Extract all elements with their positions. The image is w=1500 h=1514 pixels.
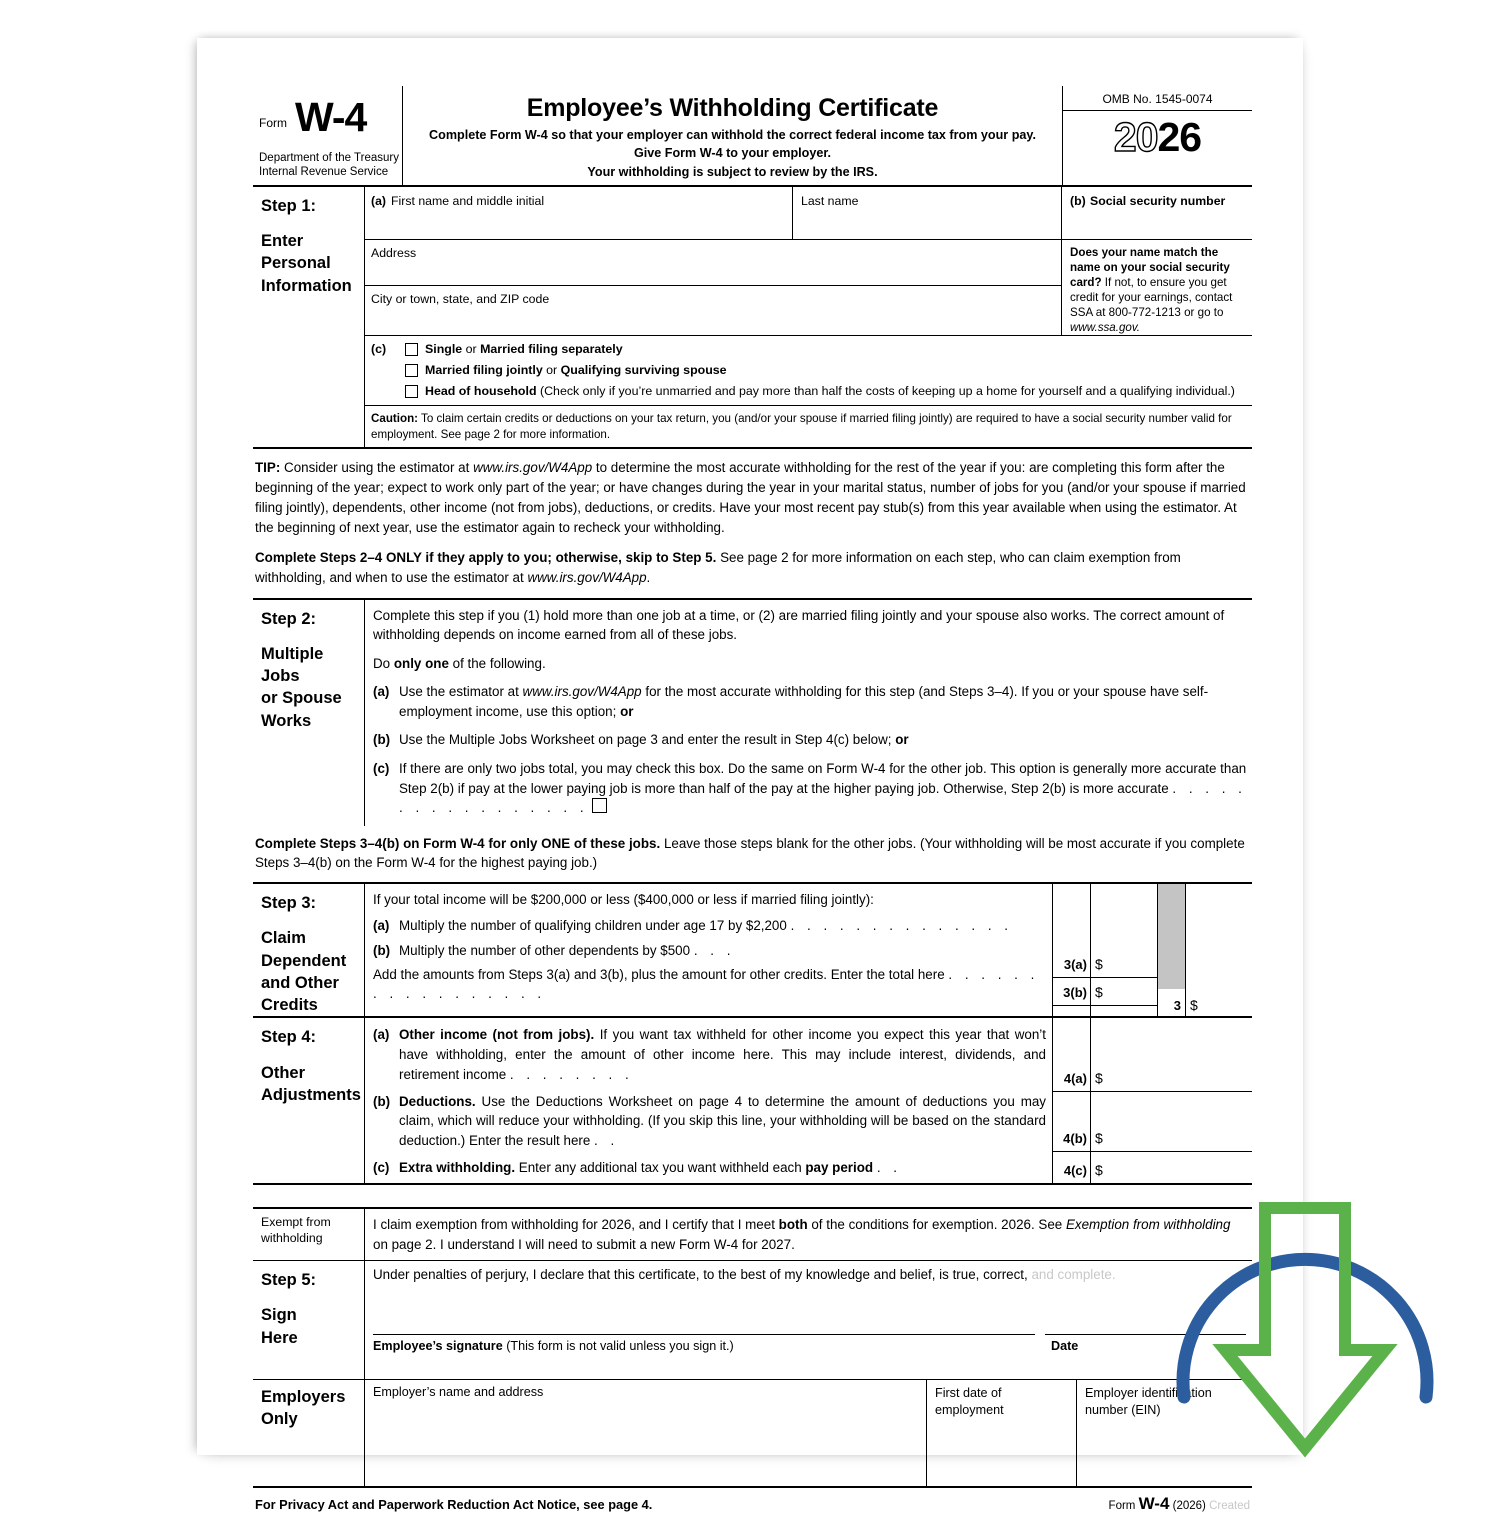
step-5-sub-2: Here: [261, 1328, 298, 1347]
checkbox-married-jointly[interactable]: [405, 364, 418, 377]
header-subtitle-2: Give Form W-4 to your employer.: [633, 146, 832, 161]
caution-bold: Caution:: [371, 412, 419, 426]
caution-note: [365, 405, 1252, 447]
department-label: Department of the Treasury: [259, 151, 399, 164]
step-2-intro: Complete this step if you (1) hold more than one job at a time, or (2) are married filing jointly and your spouse also works. The correct amount of withholding depends on income earned from all of these jobs.: [373, 607, 1225, 643]
step-3-sub-4: Credits: [261, 996, 318, 1015]
tag-4b: 4(b): [1063, 1131, 1087, 1147]
step-3b-tag: (b): [373, 942, 391, 958]
step-1-label: [253, 187, 365, 448]
header-left: [253, 86, 403, 185]
tag-4a: 4(a): [1063, 1071, 1087, 1087]
step-4b-bold: Deductions.: [399, 1093, 476, 1109]
dollar-3b: $: [1095, 984, 1103, 1001]
step-4-title: Step 4:: [261, 1028, 317, 1047]
tag-4c: 4(c): [1063, 1163, 1087, 1179]
step-1-sub-2: Personal: [261, 254, 331, 273]
dollar-4c: $: [1095, 1162, 1103, 1179]
step-3-add-dots: . . . . . . . . . . . . . . . . .: [373, 966, 1039, 1002]
step-3-total-line: [373, 965, 1046, 1004]
date-label: Date: [1051, 1339, 1079, 1354]
signature-label-bold: Employee’s signature: [373, 1339, 503, 1354]
step-3-label: [253, 884, 365, 1016]
employer-name-label: Employer’s name and address: [373, 1385, 544, 1400]
tax-year-suffix: 26: [1157, 114, 1202, 160]
step-2b-tag: (b): [373, 732, 391, 748]
caution-text: To claim certain credits or deductions on your tax return, you (and/or your spouse if married filing jointly) are required to have a social security number valid for employment. See page 2 for more information.: [371, 412, 1232, 441]
option-sep-2: or: [542, 363, 561, 378]
step-4-line-b: [373, 1092, 1046, 1151]
step-3-line-b: [373, 941, 1046, 960]
footer-form-word: Form: [1108, 1500, 1136, 1513]
employee-signature-field[interactable]: [373, 1334, 1035, 1353]
step-3b-dots: . . .: [693, 942, 735, 958]
field-b-prefix: (b): [1070, 193, 1086, 208]
header-right: [1062, 86, 1252, 185]
step-4b-text: Use the Deductions Worksheet on page 4 to determine the amount of deductions you may claim, which will reduce your withholding. (If you skip this line, your withholding will be based on the standard deduction.) Enter the result here: [399, 1093, 1046, 1148]
step-3-title: Step 3:: [261, 894, 317, 913]
exempt-both: both: [778, 1217, 808, 1233]
section-gap: [253, 1185, 1252, 1207]
step-3-add-text: Add the amounts from Steps 3(a) and 3(b), plus the amount for other credits. Enter the total here: [373, 966, 945, 982]
penalty-text-faded: and complete.: [1031, 1267, 1116, 1283]
midnote-bold: Complete Steps 3–4(b) on Form W-4 for only ONE of these jobs.: [255, 835, 661, 851]
step-2c-dots: . . . . . . . . . . . . . . . . .: [399, 780, 1247, 816]
ssn-label: Social security number: [1090, 193, 1226, 208]
step-2b-text: Use the Multiple Jobs Worksheet on page 3 and enter the result in Step 4(c) below;: [399, 732, 896, 748]
option-qss: Qualifying surviving spouse: [560, 363, 727, 378]
step-2c-tag: (c): [373, 761, 390, 776]
step-2-option-c: [373, 759, 1248, 818]
step-5-section: [253, 1261, 1252, 1380]
tag-3b: 3(b): [1063, 985, 1087, 1001]
complete-steps-paragraph: [255, 548, 1250, 587]
step-4-value-column[interactable]: [1090, 1018, 1252, 1183]
city-state-zip-field[interactable]: [365, 286, 1061, 334]
tip-block: [253, 449, 1252, 597]
filing-status-row-2: [371, 363, 1252, 377]
step-4a-tag: (a): [373, 1027, 390, 1043]
ssn-note-bold: Does your name match the name on your social security card?: [1070, 245, 1230, 289]
step-3-text-body: [365, 884, 1052, 1016]
exempt-section: [253, 1207, 1252, 1261]
filing-status-group: [365, 335, 1252, 405]
step-3-amount-columns: [1052, 884, 1252, 1016]
do-one-post: of the following.: [448, 655, 546, 671]
step-4a-text: If you want tax withheld for other income you expect this year that won’t have withholding, enter the amount of other income here. This may include interest, dividends, and retirement income: [399, 1027, 1047, 1082]
employers-label-2: Only: [261, 1410, 298, 1429]
exempt-label: [253, 1209, 365, 1260]
tag-3: 3: [1173, 998, 1181, 1014]
step-2-section: [253, 598, 1252, 826]
step-2-do-one: [373, 654, 1248, 674]
step-3-sub-1: Claim: [261, 929, 306, 948]
w4app-link-3[interactable]: www.irs.gov/W4App: [522, 684, 642, 700]
address-label: Address: [371, 245, 417, 260]
step-5-title: Step 5:: [261, 1271, 317, 1290]
ssa-link[interactable]: www.ssa.gov.: [1070, 321, 1141, 335]
step-4-line-c: [373, 1158, 1046, 1178]
step-2-sub-1: Multiple Jobs: [261, 644, 324, 686]
checkbox-two-jobs[interactable]: [592, 798, 607, 813]
option-sep-1: or: [462, 342, 481, 357]
signature-area: [365, 1261, 1252, 1379]
step-3-sub-3: and Other: [261, 973, 339, 992]
step-4-section: [253, 1018, 1252, 1185]
exempt-label-1: Exempt from: [261, 1215, 331, 1230]
dollar-4b: $: [1095, 1130, 1103, 1147]
step-2-option-b: [373, 730, 1248, 750]
penalty-statement: [373, 1267, 1246, 1282]
step-4-sub-1: Other: [261, 1063, 306, 1082]
page-title: Employee’s Withholding Certificate: [526, 94, 939, 122]
tip-paragraph: [255, 458, 1250, 537]
tag-3a: 3(a): [1063, 957, 1087, 973]
step-4-amount-columns: [1052, 1018, 1252, 1183]
step-2-label: [253, 600, 365, 826]
header-subtitle-3: Your withholding is subject to review by the IRS.: [587, 164, 878, 179]
option-single: Single: [425, 342, 463, 357]
step-2-title: Step 2:: [261, 609, 317, 628]
option-mfs: Married filing separately: [480, 342, 623, 357]
step-4a-bold: Other income (not from jobs).: [399, 1027, 595, 1043]
checkbox-single-or-mfs[interactable]: [405, 343, 418, 356]
ein-label-1: Employer identification: [1085, 1386, 1212, 1401]
option-mfj: Married filing jointly: [425, 363, 543, 378]
step-5-label: [253, 1261, 365, 1379]
step-4-label: [253, 1018, 365, 1183]
form-number-label: W-4: [295, 94, 367, 140]
first-name-label: First name and middle initial: [391, 193, 545, 208]
do-one-bold: only one: [393, 655, 449, 671]
step-2-sub-3: Works: [261, 711, 312, 730]
ssn-name-match-note: [1062, 240, 1252, 335]
signature-label-rest: (This form is not valid unless you sign it.): [502, 1339, 734, 1354]
option-hoh-note: (Check only if you’re unmarried and pay more than half the costs of keeping up a home for yourself and a qualifying individual.): [539, 384, 1235, 399]
step-4-line-a: [373, 1025, 1046, 1084]
step-2c-text: If there are only two jobs total, you may check this box. Do the same on Form W-4 for the other job. This option is generally more accurate than Step 2(b) if pay at the lower paying job is more than half of the pay at the higher paying job. Otherwise, Step 2(b) is more accurate: [399, 761, 1247, 796]
step-3a-dots: . . . . . . . . . . . . . .: [790, 918, 1013, 934]
employers-only-section: [253, 1380, 1252, 1488]
employer-name-address-field[interactable]: [365, 1380, 927, 1486]
first-date-label-1: First date of: [935, 1386, 1002, 1401]
agency-label: Internal Revenue Service: [259, 165, 389, 178]
exempt-text-1: I claim exemption from withholding for 2026, and I certify that I meet: [373, 1217, 779, 1233]
step-4c-bold: Extra withholding.: [399, 1159, 516, 1175]
dollar-4a: $: [1095, 1070, 1103, 1087]
first-date-employment-field[interactable]: [927, 1380, 1077, 1486]
step-3-section: [253, 882, 1252, 1018]
step-5-sub-1: Sign: [261, 1306, 297, 1325]
dollar-3a: $: [1095, 956, 1103, 973]
step-4-sub-2: Adjustments: [261, 1085, 361, 1104]
step-4b-tag: (b): [373, 1093, 391, 1109]
step-1-sub-3: Information: [261, 276, 352, 295]
tax-year-prefix: 20: [1113, 114, 1158, 160]
step-2a-pre: Use the estimator at: [399, 684, 523, 700]
header-subtitle-1: Complete Form W-4 so that your employer can withhold the correct federal income tax from your pay.: [429, 128, 1036, 142]
field-a-prefix: (a): [371, 193, 387, 208]
do-one-pre: Do: [373, 655, 394, 671]
exempt-text-5: 4 for 2027.: [730, 1236, 795, 1252]
complete-3-4b-note: [253, 826, 1252, 882]
tip-bold: TIP:: [255, 460, 281, 476]
first-date-label-2: employment: [935, 1403, 1004, 1418]
form-header: [253, 86, 1252, 187]
form-page: [197, 38, 1303, 1514]
step-2-option-a: [373, 682, 1248, 721]
exempt-text-3: 2026. See: [1001, 1217, 1066, 1233]
penalty-text: Under penalties of perjury, I declare that this certificate, to the best of my knowledge and belief, is true, correct,: [373, 1267, 1032, 1283]
step-3a-text: Multiply the number of qualifying children under age 17 by $2,200: [399, 918, 787, 934]
step-3-shaded-column: [1157, 884, 1185, 1016]
footer-form-w4: W-4: [1138, 1494, 1170, 1514]
step-3-value-column[interactable]: [1090, 884, 1157, 1016]
step-3-line-a: [373, 916, 1046, 935]
privacy-notice: For Privacy Act and Paperwork Reduction Act Notice, see page 4.: [255, 1497, 653, 1513]
employers-only-label: [253, 1380, 365, 1486]
tip-text-2: to determine the most accurate withholding for the rest of the year if you: are completing this form after the beginning of the year; expect to work only part of the year; or have changes during the year in your marital status, number of jobs for you (and/or your spouse if married filing jointly), dependents, other income (not from jobs), deductions, or credits. Have your most recent pay stub(s) from this year available when using the estimator. At the beginning of next year, use the estimator again to recheck your withholding.: [255, 460, 1246, 535]
header-center: [403, 86, 1062, 185]
step-1-title: Step 1:: [261, 196, 317, 215]
last-name-label: Last name: [801, 193, 859, 208]
step-3a-tag: (a): [373, 918, 390, 934]
address-field[interactable]: [365, 240, 1061, 286]
employers-label-1: Employers: [261, 1388, 346, 1407]
step-3-sub-2: Dependent: [261, 951, 347, 970]
step-4c-dots: . .: [876, 1159, 902, 1175]
dollar-3: $: [1190, 997, 1198, 1014]
step-4c-bold2: pay period: [805, 1159, 874, 1175]
exempt-label-2: withholding: [261, 1231, 323, 1246]
step-4-text-body: [365, 1018, 1052, 1183]
tax-year: [1063, 111, 1252, 161]
exempt-text: [365, 1209, 1252, 1260]
checkbox-head-of-household[interactable]: [405, 385, 418, 398]
form-footer: [253, 1488, 1252, 1514]
ein-label-2: number (EIN): [1085, 1403, 1161, 1418]
step-3-total-value[interactable]: [1185, 884, 1252, 1016]
footer-year: (2026): [1172, 1500, 1206, 1513]
option-hoh: Head of household: [425, 384, 537, 399]
footer-form-id: [1109, 1494, 1250, 1514]
step-1-sub-1: Enter: [261, 232, 304, 251]
ein-field[interactable]: [1077, 1380, 1252, 1486]
step-2b-or: or: [895, 732, 909, 748]
step-2a-post: for the most accurate withholding for this step (and Steps 3–4). If you or your spouse have self-employment income, use this option;: [399, 684, 1209, 719]
complete-steps-rest: See page 2 for more information on each step, who can claim exemption from withholding, and when to use the estimator at: [255, 550, 1181, 585]
complete-steps-end: .: [646, 569, 651, 585]
step-4b-dots: . .: [594, 1132, 619, 1148]
first-name-field[interactable]: [365, 187, 793, 239]
step-3-intro: If your total income will be $200,000 or less ($400,000 or less if married filing jointly):: [373, 892, 874, 908]
w4app-link-1[interactable]: www.irs.gov/W4App: [473, 460, 593, 476]
midnote-rest: Leave those steps blank for the other jobs. (Your withholding will be most accurate if you complete Steps 3–4(b) on the Form W-4 for the highest paying job.): [255, 835, 1245, 871]
exempt-text-4: on page 2. I understand I will need to submit a new Form W-: [373, 1236, 731, 1252]
step-3-tag-column: [1052, 884, 1090, 1016]
tip-text-1: Consider using the estimator at: [280, 460, 474, 476]
form-word-label: Form: [259, 115, 287, 130]
filing-status-row-1: [371, 342, 1252, 356]
w4-form: [253, 86, 1252, 1514]
agency-block: [253, 135, 402, 179]
last-name-field[interactable]: [793, 187, 1062, 239]
city-label: City or town, state, and ZIP code: [371, 291, 550, 306]
step-2a-tag: (a): [373, 684, 390, 700]
step-2-sub-2: or Spouse: [261, 689, 342, 708]
ssn-note-rest: If not, to ensure you get credit for your earnings, contact SSA at 800-772-1213 or go to: [1070, 275, 1233, 319]
ssn-field[interactable]: [1062, 187, 1252, 239]
exempt-italic: Exemption from withholding: [1065, 1217, 1231, 1233]
step-4c-tag: (c): [373, 1159, 390, 1175]
exempt-text-2: of the conditions for exemption.: [807, 1217, 1002, 1233]
signature-date-field[interactable]: [1045, 1334, 1246, 1353]
footer-created: Created: [1209, 1500, 1250, 1513]
filing-status-row-3: [371, 384, 1252, 398]
step-1-section: [253, 187, 1252, 450]
step-4a-dots: . . . . . . . .: [509, 1066, 634, 1082]
step-4-tag-column: [1052, 1018, 1090, 1183]
omb-number: OMB No. 1545-0074: [1063, 86, 1252, 111]
step-3b-text: Multiply the number of other dependents by $500: [399, 942, 691, 958]
complete-steps-bold: Complete Steps 2–4 ONLY if they apply to you; otherwise, skip to Step 5.: [255, 550, 717, 566]
step-4c-text: Enter any additional tax you want withheld each: [515, 1159, 806, 1175]
field-c-prefix: (c): [371, 342, 387, 357]
step-2a-or: or: [620, 703, 634, 719]
w4app-link-2[interactable]: www.irs.gov/W4App: [527, 569, 647, 585]
